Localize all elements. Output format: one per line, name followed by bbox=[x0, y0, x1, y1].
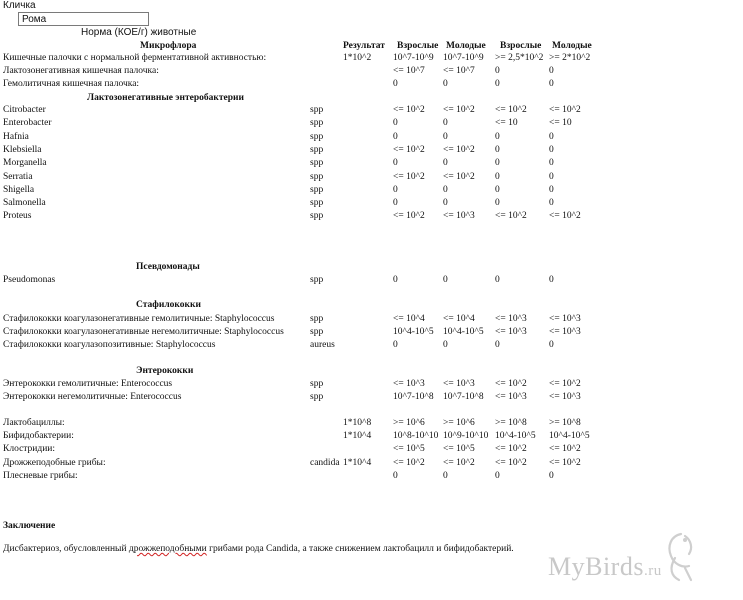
row-a1: <= 10^2 bbox=[393, 211, 425, 222]
row-y1: 0 bbox=[443, 158, 448, 169]
watermark-text: MyBirds bbox=[548, 552, 644, 581]
row-a1: 0 bbox=[393, 131, 398, 142]
row-y1: 0 bbox=[443, 340, 448, 351]
spellcheck-flagged-word: дрожжеподобными bbox=[128, 544, 207, 554]
row-y2: <= 10^2 bbox=[549, 211, 581, 222]
row-type: spp bbox=[310, 392, 324, 403]
row-y2: 0 bbox=[549, 198, 554, 209]
row-a2: 0 bbox=[495, 131, 500, 142]
row-y2: >= 10^8 bbox=[549, 418, 581, 428]
row-name: Morganella bbox=[3, 158, 47, 169]
conclusion-text bbox=[3, 544, 514, 554]
row-a1: 0 bbox=[393, 118, 398, 129]
row-y2: 0 bbox=[549, 158, 554, 169]
row-a1: <= 10^4 bbox=[393, 314, 425, 324]
row-name: Бифидобактерии: bbox=[3, 431, 74, 442]
row-y2: 0 bbox=[549, 470, 554, 481]
row-a2: 0 bbox=[495, 66, 500, 77]
row-y1: <= 10^3 bbox=[443, 379, 475, 389]
row-y2: 0 bbox=[549, 171, 554, 182]
row-a2: <= 10^2 bbox=[495, 444, 527, 455]
row-result: 1*10^4 bbox=[343, 457, 372, 468]
row-a1: <= 10^7 bbox=[393, 66, 425, 77]
row-a1: 0 bbox=[393, 198, 398, 209]
row-result: 1*10^2 bbox=[343, 53, 372, 63]
row-a2: 0 bbox=[495, 275, 500, 285]
row-a1: 10^8-10^10 bbox=[393, 431, 439, 442]
row-a2: <= 10^2 bbox=[495, 105, 527, 115]
row-name: Лактозонегативная кишечная палочка: bbox=[3, 66, 159, 77]
row-y2: <= 10^2 bbox=[549, 105, 581, 115]
row-y2: 0 bbox=[549, 184, 554, 195]
row-y2: 0 bbox=[549, 275, 554, 285]
row-y1: <= 10^2 bbox=[443, 171, 475, 182]
row-y2: <= 10^2 bbox=[549, 444, 581, 455]
row-y2: 10^4-10^5 bbox=[549, 431, 590, 442]
row-a1: 0 bbox=[393, 470, 398, 481]
row-type: candida bbox=[310, 457, 340, 468]
conclusion-text-after: грибами рода Candida, а также снижением лактобацилл и бифидобактерий. bbox=[206, 544, 514, 554]
row-a2: 0 bbox=[495, 198, 500, 209]
row-y2: 0 bbox=[549, 79, 554, 90]
row-y2: <= 10^2 bbox=[549, 457, 581, 468]
row-name: Стафилококки коагулазонегативные негемолитичные: Staphylococcus bbox=[3, 327, 284, 338]
row-y1: <= 10^4 bbox=[443, 314, 475, 324]
row-name: Клостридии: bbox=[3, 444, 56, 455]
row-name: Hafnia bbox=[3, 131, 29, 142]
row-name: Плесневые грибы: bbox=[3, 470, 78, 481]
row-type: spp bbox=[310, 379, 324, 389]
row-name: Стафилококки коагулазопозитивные: Staphylococcus bbox=[3, 340, 216, 351]
row-a1: <= 10^5 bbox=[393, 444, 425, 455]
row-name: Citrobacter bbox=[3, 105, 46, 115]
row-y2: >= 2*10^2 bbox=[549, 53, 591, 63]
row-y1: 0 bbox=[443, 79, 448, 90]
row-name: Дрожжеподобные грибы: bbox=[3, 457, 106, 468]
row-a1: 10^7-10^8 bbox=[393, 392, 434, 403]
row-y1: <= 10^7 bbox=[443, 66, 475, 77]
row-a1: <= 10^2 bbox=[393, 457, 425, 468]
row-y1: >= 10^6 bbox=[443, 418, 475, 428]
row-a2: <= 10^2 bbox=[495, 211, 527, 222]
conclusion-text-before: Дисбактериоз, обусловленный bbox=[3, 544, 129, 554]
row-result: 1*10^8 bbox=[343, 418, 372, 428]
row-y2: <= 10 bbox=[549, 118, 572, 129]
row-name: Гемолитичная кишечная палочка: bbox=[3, 79, 140, 90]
row-type: spp bbox=[310, 171, 324, 182]
row-y1: <= 10^2 bbox=[443, 457, 475, 468]
row-y1: 0 bbox=[443, 470, 448, 481]
row-type: spp bbox=[310, 144, 324, 155]
row-y2: <= 10^3 bbox=[549, 314, 581, 324]
row-a2: 10^4-10^5 bbox=[495, 431, 536, 442]
row-a2: 0 bbox=[495, 470, 500, 481]
row-name: Кишечные палочки с нормальной ферментативной активностью: bbox=[3, 53, 267, 63]
row-type: spp bbox=[310, 314, 324, 324]
row-y2: <= 10^2 bbox=[549, 379, 581, 389]
conclusion-title: Заключение bbox=[3, 521, 56, 531]
row-name: Pseudomonas bbox=[3, 275, 56, 285]
row-y1: <= 10^3 bbox=[443, 211, 475, 222]
row-a2: >= 2,5*10^2 bbox=[495, 53, 544, 63]
row-a1: 0 bbox=[393, 275, 398, 285]
row-name: Энтерококки гемолитичные: Enterococcus bbox=[3, 379, 173, 389]
row-y1: 0 bbox=[443, 275, 448, 285]
row-a1: 10^4-10^5 bbox=[393, 327, 434, 338]
row-type: spp bbox=[310, 105, 324, 115]
row-name: Klebsiella bbox=[3, 144, 42, 155]
row-y1: 10^9-10^10 bbox=[443, 431, 489, 442]
row-y2: <= 10^3 bbox=[549, 392, 581, 403]
row-a2: 0 bbox=[495, 158, 500, 169]
young-header-2: Молодые bbox=[552, 41, 592, 51]
row-type: spp bbox=[310, 131, 324, 142]
adults-header-2: Взрослые bbox=[500, 41, 542, 51]
section-enterobacteria: Лактозонегативные энтеробактерии bbox=[87, 93, 244, 103]
row-name: Стафилококки коагулазонегативные гемолитичные: Staphylococcus bbox=[3, 314, 275, 324]
row-a1: <= 10^3 bbox=[393, 379, 425, 389]
row-type: spp bbox=[310, 327, 324, 338]
row-a2: 0 bbox=[495, 144, 500, 155]
watermark bbox=[548, 552, 662, 582]
row-y2: 0 bbox=[549, 340, 554, 351]
row-a1: <= 10^2 bbox=[393, 144, 425, 155]
row-y1: 10^4-10^5 bbox=[443, 327, 484, 338]
row-a2: <= 10^3 bbox=[495, 327, 527, 338]
row-name: Энтерококки негемолитичные: Enterococcus bbox=[3, 392, 182, 403]
section-enterococci: Энтерококки bbox=[136, 366, 194, 376]
row-type: aureus bbox=[310, 340, 335, 351]
row-type: spp bbox=[310, 211, 324, 222]
row-a2: >= 10^8 bbox=[495, 418, 527, 428]
row-a1: 0 bbox=[393, 184, 398, 195]
row-a1: 0 bbox=[393, 158, 398, 169]
section-pseudomonads: Псевдомонады bbox=[136, 262, 200, 272]
row-a2: <= 10 bbox=[495, 118, 518, 129]
microflora-header: Микрофлора bbox=[140, 41, 197, 51]
row-y1: <= 10^2 bbox=[443, 144, 475, 155]
row-a2: <= 10^3 bbox=[495, 314, 527, 324]
row-y2: <= 10^3 bbox=[549, 327, 581, 338]
name-label: Кличка bbox=[3, 0, 36, 11]
row-y1: 0 bbox=[443, 184, 448, 195]
row-y2: 0 bbox=[549, 131, 554, 142]
row-a2: 0 bbox=[495, 171, 500, 182]
row-type: spp bbox=[310, 275, 324, 285]
row-type: spp bbox=[310, 184, 324, 195]
bird-logo-icon bbox=[655, 528, 701, 584]
row-a1: <= 10^2 bbox=[393, 105, 425, 115]
row-y1: 0 bbox=[443, 198, 448, 209]
row-name: Proteus bbox=[3, 211, 32, 222]
row-type: spp bbox=[310, 198, 324, 209]
row-a2: 0 bbox=[495, 340, 500, 351]
row-y2: 0 bbox=[549, 66, 554, 77]
row-name: Salmonella bbox=[3, 198, 46, 209]
row-a2: 0 bbox=[495, 184, 500, 195]
row-a1: 0 bbox=[393, 79, 398, 90]
row-a2: 0 bbox=[495, 79, 500, 90]
row-name: Serratia bbox=[3, 171, 33, 182]
row-type: spp bbox=[310, 118, 324, 129]
row-name: Shigella bbox=[3, 184, 35, 195]
row-a1: >= 10^6 bbox=[393, 418, 425, 428]
row-result: 1*10^4 bbox=[343, 431, 372, 442]
row-a1: 10^7-10^9 bbox=[393, 53, 434, 63]
row-y1: 0 bbox=[443, 131, 448, 142]
row-type: spp bbox=[310, 158, 324, 169]
young-header-1: Молодые bbox=[446, 41, 486, 51]
row-y1: 10^7-10^9 bbox=[443, 53, 484, 63]
row-a1: 0 bbox=[393, 340, 398, 351]
name-input[interactable] bbox=[18, 12, 149, 26]
result-header: Результат bbox=[343, 41, 385, 51]
norms-title: Норма (КОЕ/г) животные bbox=[81, 27, 197, 38]
row-y2: 0 bbox=[549, 144, 554, 155]
row-a1: <= 10^2 bbox=[393, 171, 425, 182]
row-y1: <= 10^5 bbox=[443, 444, 475, 455]
row-a2: <= 10^3 bbox=[495, 392, 527, 403]
row-a2: <= 10^2 bbox=[495, 457, 527, 468]
row-y1: 10^7-10^8 bbox=[443, 392, 484, 403]
row-name: Enterobacter bbox=[3, 118, 52, 129]
row-a2: <= 10^2 bbox=[495, 379, 527, 389]
row-name: Лактобациллы: bbox=[3, 418, 65, 428]
adults-header-1: Взрослые bbox=[397, 41, 439, 51]
watermark-suffix: .ru bbox=[643, 563, 662, 579]
row-y1: 0 bbox=[443, 118, 448, 129]
row-y1: <= 10^2 bbox=[443, 105, 475, 115]
section-staph: Стафилококки bbox=[136, 300, 201, 310]
